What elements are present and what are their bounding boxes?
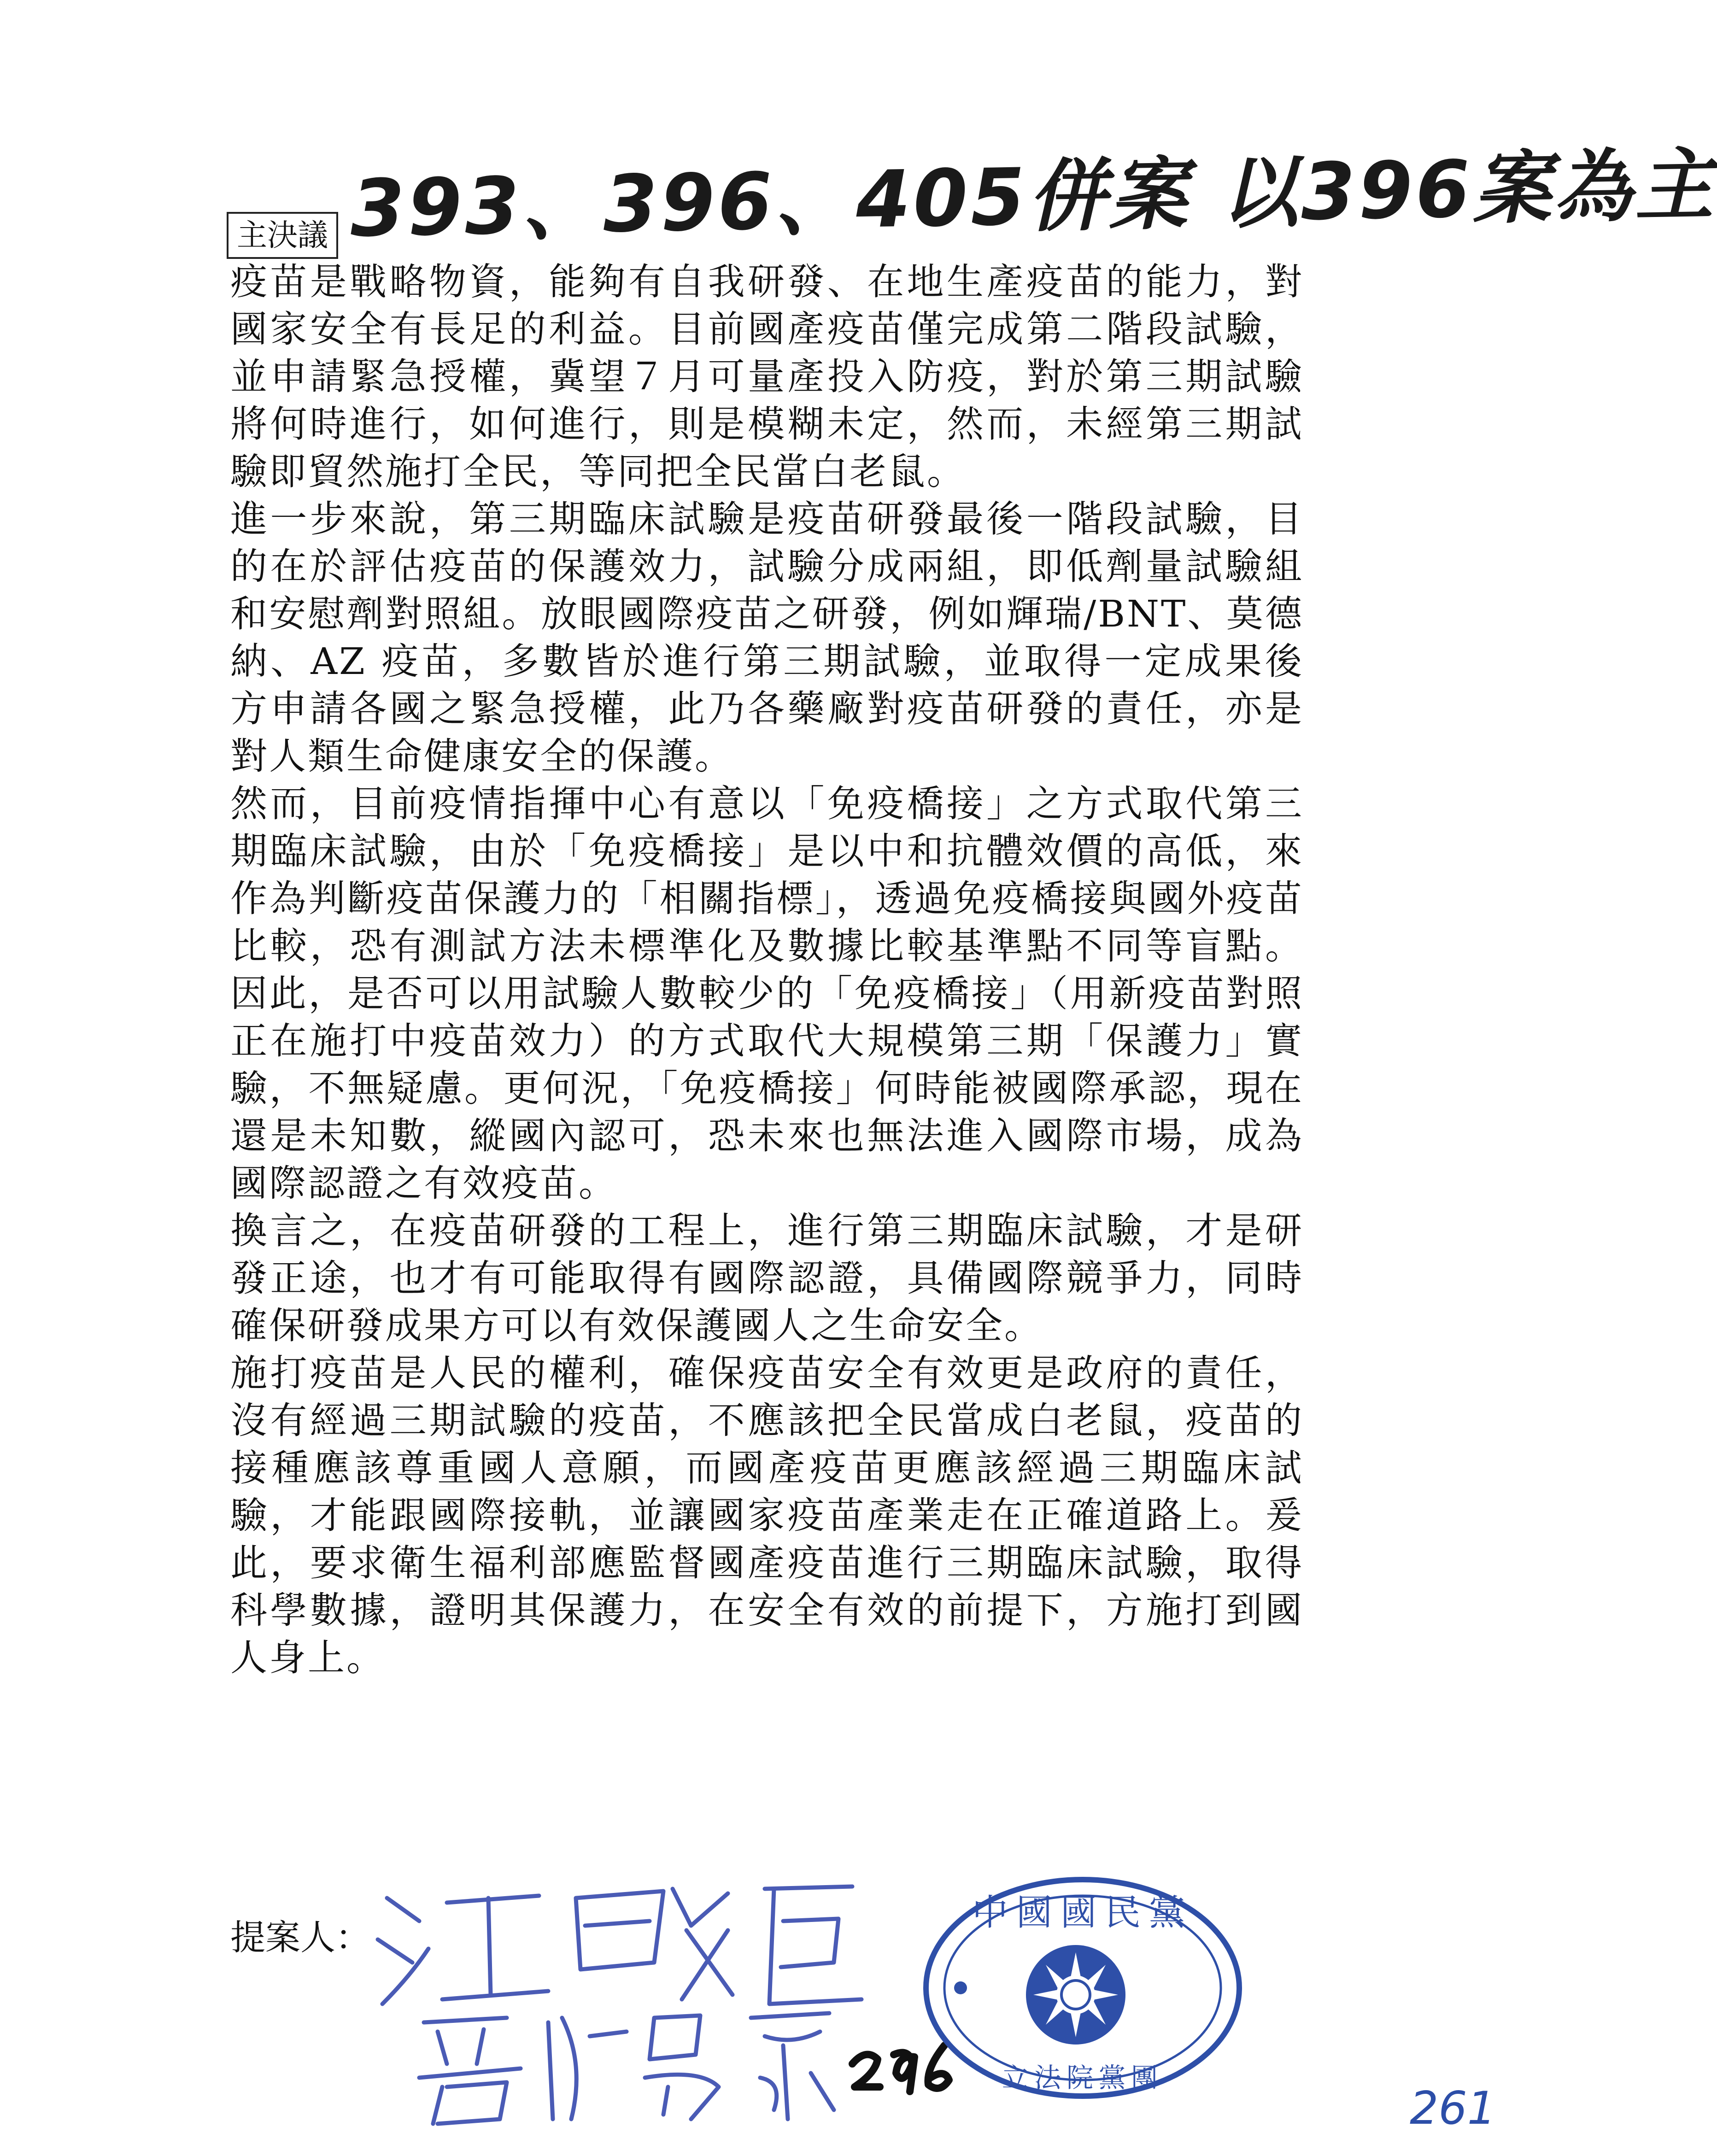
paragraph-1: 疫苗是戰略物資，能夠有自我研發、在地生產疫苗的能力，對國家安全有長足的利益。目前國產疫苗僅完成第二階段試驗，並申請緊急授權，冀望７月可量產投入防疫，對於第三期試驗將何時進行，如何進行，則是模糊未定，然而，未經第三期試驗即貿然施打全民，等同把全民當白老鼠。	[230, 260, 1304, 493]
resolution-body	[230, 258, 1304, 1681]
party-seal-stamp	[917, 1870, 1248, 2105]
page-number: 261	[1410, 2082, 1496, 2135]
handwritten-merge-note: 393、396、405併案 以396案為主	[349, 140, 1717, 255]
seal-text-bottom: 立法院黨團	[1002, 2062, 1164, 2093]
paragraph-2: 進一步來說，第三期臨床試驗是疫苗研發最後一階段試驗，目的在於評估疫苗的保護效力，試驗分成兩組，即低劑量試驗組和安慰劑對照組。放眼國際疫苗之研發，例如輝瑞/BNT、莫德納、AZ 疫苗，多數皆於進行第三期試驗，並取得一定成果後方申請各國之緊急授權，此乃各藥廠對疫苗研發的責任，亦是對人類生命健康安全的保護。	[230, 498, 1304, 778]
handwritten-signature	[369, 1870, 967, 2128]
seal-text-top: 中國國民黨	[972, 1892, 1194, 1933]
title-label: 主決議	[227, 212, 338, 259]
paragraph-4: 換言之，在疫苗研發的工程上，進行第三期臨床試驗，才是研發正途，也才有可能取得有國際認證，具備國際競爭力，同時確保研發成果方可以有效保護國人之生命安全。	[230, 1209, 1304, 1347]
paragraph-5: 施打疫苗是人民的權利，確保疫苗安全有效更是政府的責任，沒有經過三期試驗的疫苗，不應該把全民當成白老鼠，疫苗的接種應該尊重國人意願，而國產疫苗更應該經過三期臨床試驗，才能跟國際接軌，並讓國家疫苗產業走在正確道路上。爰此，要求衛生福利部應監督國產疫苗進行三期臨床試驗，取得科學數據，證明其保護力，在安全有效的前提下，方施打到國人身上。	[230, 1352, 1304, 1679]
paragraph-3: 然而，目前疫情指揮中心有意以「免疫橋接」之方式取代第三期臨床試驗，由於「免疫橋接」是以中和抗體效價的高低，來作為判斷疫苗保護力的「相關指標」，透過免疫橋接與國外疫苗比較，恐有測試方法未標準化及數據比較基準點不同等盲點。因此，是否可以用試驗人數較少的「免疫橋接」（用新疫苗對照正在施打中疫苗效力）的方式取代大規模第三期「保護力」實驗，不無疑慮。更何況，「免疫橋接」何時能被國際承認，現在還是未知數，縱國內認可，恐未來也無法進入國際市場，成為國際認證之有效疫苗。	[230, 782, 1304, 1205]
proposer-label: 提案人：	[230, 1917, 370, 1958]
